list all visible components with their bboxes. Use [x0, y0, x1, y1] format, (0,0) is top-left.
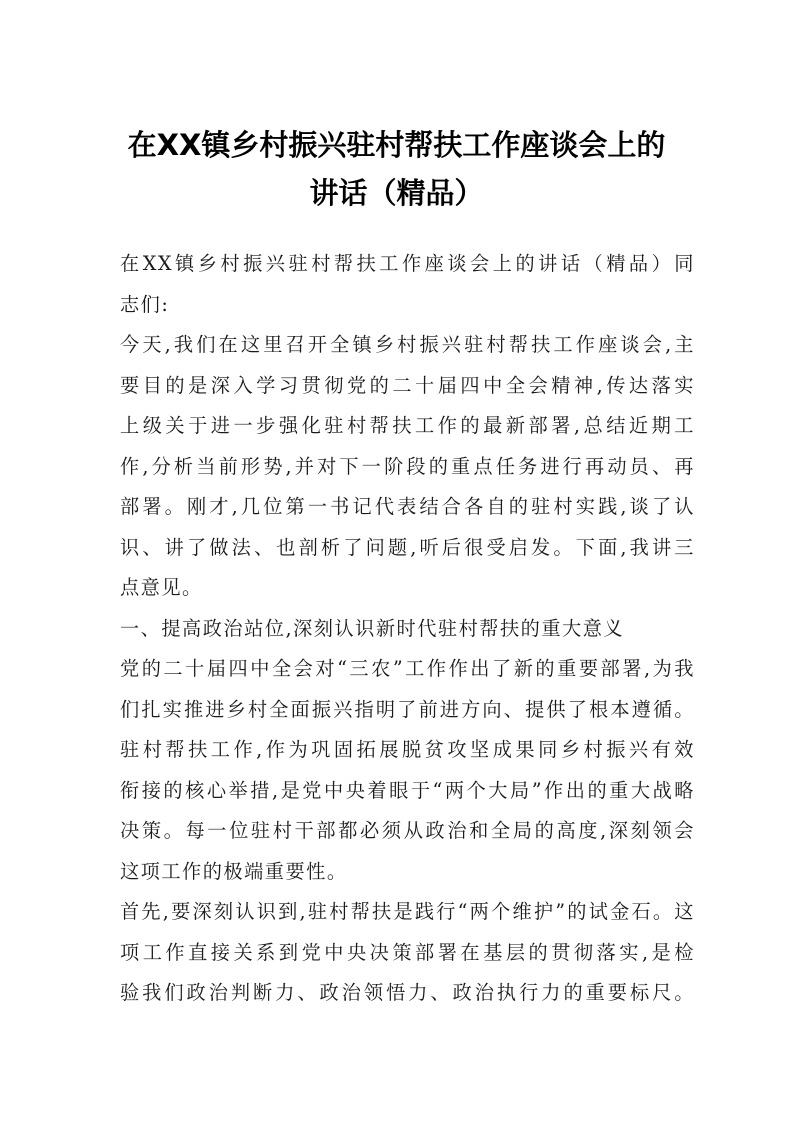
body-line: 项工作直接关系到党中央决策部署在基层的贯彻落实,是检 — [120, 940, 695, 964]
body-line: 党的二十届四中全会对“三农”工作作出了新的重要部署,为我 — [120, 657, 695, 680]
body-line: 点意见。 — [120, 576, 203, 599]
document-title-line-1: 在XX镇乡村振兴驻村帮扶工作座谈会上的 — [127, 128, 666, 162]
body-line: 驻村帮扶工作,作为巩固拓展脱贫攻坚成果同乡村振兴有效 — [120, 738, 695, 761]
body-line: 志们: — [120, 292, 170, 316]
section-heading: 一、提高政治站位,深刻认识新时代驻村帮扶的重大意义 — [120, 616, 625, 640]
body-line: 今天,我们在这里召开全镇乡村振兴驻村帮扶工作座谈会,主 — [120, 333, 695, 356]
body-line: 验我们政治判断力、政治领悟力、政治执行力的重要标尺。 — [120, 981, 695, 1004]
body-line: 这项工作的极端重要性。 — [120, 859, 348, 883]
body-line: 作,分析当前形势,并对下一阶段的重点任务进行再动员、再 — [120, 454, 695, 478]
body-line: 们扎实推进乡村全面振兴指明了前进方向、提供了根本遵循。 — [120, 697, 695, 721]
body-line: 部署。刚才,几位第一书记代表结合各自的驻村实践,谈了认 — [120, 495, 695, 518]
body-line: 决策。每一位驻村干部都必须从政治和全局的高度,深刻领会 — [120, 819, 695, 842]
body-line: 在XX镇乡村振兴驻村帮扶工作座谈会上的讲话（精品）同 — [120, 252, 695, 275]
body-line: 首先,要深刻认识到,驻村帮扶是践行“两个维护”的试金石。这 — [120, 900, 695, 923]
document-title-line-2: 讲话（精品） — [309, 176, 484, 210]
document-body — [120, 244, 695, 1014]
body-line: 识、讲了做法、也剖析了问题,听后很受启发。下面,我讲三 — [120, 535, 695, 559]
body-line: 衔接的核心举措,是党中央着眼于“两个大局”作出的重大战略 — [120, 778, 695, 802]
body-line: 上级关于进一步强化驻村帮扶工作的最新部署,总结近期工 — [120, 414, 695, 437]
body-line: 要目的是深入学习贯彻党的二十届四中全会精神,传达落实 — [120, 373, 695, 397]
